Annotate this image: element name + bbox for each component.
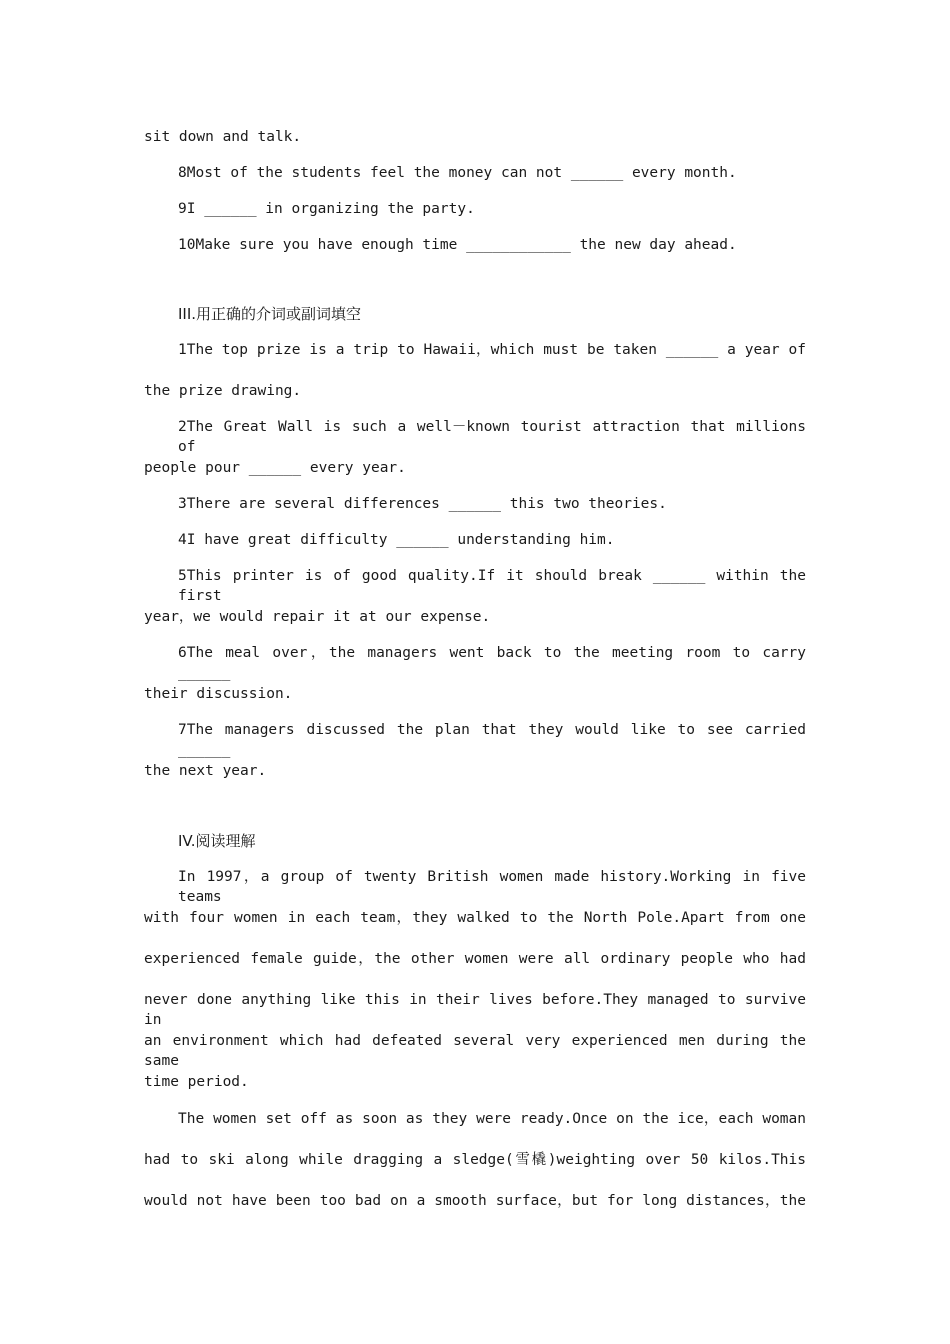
passage-p1-line: never done anything like this in their lives before.They managed to survive in bbox=[144, 992, 806, 1028]
s3-question-3: 3There are several differences ______ this two theories. bbox=[178, 496, 667, 512]
s3-question-5: 5This printer is of good quality.If it should break ______ within the first bbox=[178, 568, 806, 604]
s3-question-4: 4I have great difficulty ______ understanding him. bbox=[178, 532, 615, 548]
q7-continuation: sit down and talk. bbox=[144, 129, 302, 145]
passage-p1-line: In 1997，a group of twenty British women made history.Working in five teams bbox=[178, 869, 806, 905]
passage-p1-line: an environment which had defeated several very experienced men during the same bbox=[144, 1033, 806, 1069]
s3-question-1: 1The top prize is a trip to Hawaii，which must be taken ______ a year of bbox=[178, 342, 806, 358]
section-4-heading: IV.阅读理解 bbox=[178, 832, 256, 850]
s3-question-2-cont: people pour ______ every year. bbox=[144, 460, 406, 476]
question-9: 9I ______ in organizing the party. bbox=[178, 201, 475, 217]
passage-p1-line: experienced female guide，the other women were all ordinary people who had bbox=[144, 951, 806, 967]
passage-p2-line: would not have been too bad on a smooth surface，but for long distances，the bbox=[144, 1193, 806, 1209]
s3-question-2: 2The Great Wall is such a well－known tourist attraction that millions of bbox=[178, 419, 806, 455]
passage-p1-line: time period. bbox=[144, 1074, 249, 1090]
question-8: 8Most of the students feel the money can not ______ every month. bbox=[178, 165, 737, 181]
s3-question-6-cont: their discussion. bbox=[144, 686, 293, 702]
passage-p2-line: The women set off as soon as they were ready.Once on the ice，each woman bbox=[178, 1111, 806, 1127]
s3-question-1-cont: the prize drawing. bbox=[144, 383, 302, 399]
passage-p1-line: with four women in each team，they walked to the North Pole.Apart from one bbox=[144, 910, 806, 926]
section-3-heading: III.用正确的介词或副词填空 bbox=[178, 305, 362, 323]
s3-question-5-cont: year，we would repair it at our expense. bbox=[144, 609, 491, 625]
s3-question-7: 7The managers discussed the plan that they would like to see carried ______ bbox=[178, 722, 806, 758]
s3-question-7-cont: the next year. bbox=[144, 763, 267, 779]
passage-p2-line: had to ski along while dragging a sledge(雪橇)weighting over 50 kilos.This bbox=[144, 1152, 806, 1168]
s3-question-6: 6The meal over，the managers went back to the meeting room to carry ______ bbox=[178, 645, 806, 681]
question-10: 10Make sure you have enough time ____________ the new day ahead. bbox=[178, 237, 737, 253]
